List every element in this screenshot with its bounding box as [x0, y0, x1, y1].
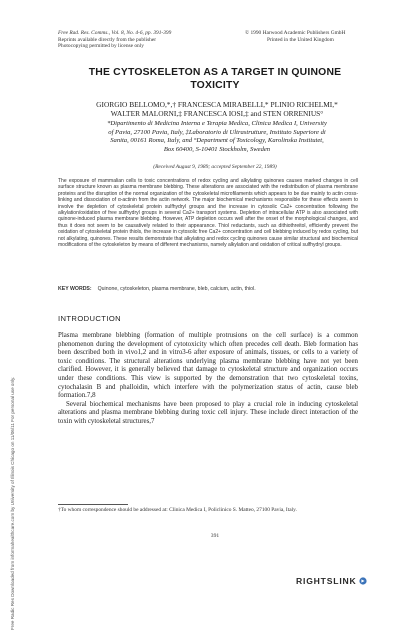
printed-note: Printed in the United Kingdom	[267, 36, 334, 43]
copyright-note: © 1990 Harwood Academic Publishers GmbH	[245, 30, 346, 36]
affiliation-line-3: Sanita, 00161 Roma, Italy, and °Department of Toxicology, Karolinska Institutet,	[110, 137, 324, 145]
rightslink-logo[interactable]	[296, 575, 380, 587]
introduction-paragraph-1: Plasma membrane blebbing (formation of multiple protrusions on the cell surface) is a common phenomenon during the development of cytotoxicity which often precedes cell death. Bleb formation has been described both in vivo1,2 and in vitro3-6 after exposure of animals, tissues, or cells to a variety of toxic conditions. The structural alterations underlying plasma membrane blebbing have not yet been clarified. However, it is generally believed that damage to cytoskeletal structure and organization occurs under these conditions. This view is supported by the demonstration that two cytoskeletal toxins, cytochalasin B and phalloidin, which interfere with the polymerization status of actin, cause bleb formation.7,8	[58, 332, 358, 400]
keywords-list: Quinone, cytoskeleton, plasma membrane, bleb, calcium, actin, thiol.	[97, 286, 256, 292]
journal-citation: Free Rad. Res. Comms., Vol. 8, No. 4-6, pp. 391-399	[58, 30, 172, 36]
download-watermark	[3, 150, 17, 630]
author-line-2: WALTER MALORNI,‡ FRANCESCA IOSI,‡ and STEN ORRENIUS°	[110, 109, 324, 118]
section-heading-introduction: INTRODUCTION	[58, 314, 122, 323]
introduction-body	[58, 332, 358, 427]
rightslink-logo-text: RIGHTSLINK	[296, 576, 357, 586]
rightslink-arrow-icon	[359, 577, 367, 585]
download-watermark-text: Free Radic Res Downloaded from informahealthcare.com by University of Illinois Chicago on 11/06/11 For personal use only.	[10, 376, 15, 630]
affiliation-line-4: Box 60400, S-10401 Stockholm, Sweden	[163, 145, 271, 153]
correspondence-footnote: †To whom correspondence should be addressed at: Clinica Medica I, Policlinico S. Matteo, 27100 Pavia, Italy.	[58, 507, 297, 513]
journal-header-right	[245, 30, 395, 43]
affiliation-line-1: *Dipartimento di Medicina Interna e Terapia Medica, Clinica Medica I, University	[107, 120, 327, 127]
article-title-line-2: TOXICITY	[190, 80, 240, 91]
introduction-paragraph-2: Several biochemical mechanisms have been proposed to play a crucial role in inducing cytoskeletal alterations and plasma membrane blebbing during toxic cell injury. These include direct interaction of the toxin with cytoskeletal structures,7	[58, 400, 358, 425]
affiliation-line-2: of Pavia, 27100 Pavia, Italy, ‡Laboratorio di Ultrastrutture, Instituto Superiore di	[108, 128, 326, 136]
author-line-1: GIORGIO BELLOMO,*,† FRANCESCA MIRABELLI,* PLINIO RICHELMI,*	[96, 100, 338, 109]
affiliations	[56, 120, 378, 154]
received-dates: (Received August 9, 1989; accepted September 22, 1989)	[153, 164, 277, 170]
abstract-text: The exposure of mammalian cells to toxic concentrations of redox cycling and alkylating quinones causes marked changes in cell surface structure known as plasma membrane blebbing. These alterations are associated with the redistribution of plasma membrane proteins and the disruption of the normal organization of the cytoskeletal microfilaments which appears to be due mainly to actin cross-linking and dissociation of α-actinin from the actin network. The major biochemical mechanisms responsible for these effects seem to involve the depletion of cytoskeletal protein sulfhydryl groups and the increase in cytosolic Ca2+ concentration following the alkylation/oxidation of free sulfhydryl groups in several Ca2+ transport systems. Depletion of intracellular ATP is also associated with quinone-induced plasma membrane blebbing. However, ATP depletion occurs well after the onset of the morphological changes, and thus it does not seem to be causatively related to their appearance. Thiol reductants, such as dithiothreitol, efficiently prevent the oxidation of cytoskeletal protein thiols, the increase in cytosolic free Ca2+ concentration and cell blebbing induced by redox cycling, but not alkylating, quinones. These results demonstrate that alkylating and redox cycling quinones cause similar structural and biochemical modifications of the cytoskeleton by means of different mechanisms, namely alkylation and oxidation of critical sulfhydryl groups.	[58, 178, 358, 249]
article-title-line-1: THE CYTOSKELETON AS A TARGET IN QUINONE	[88, 67, 342, 78]
article-title	[50, 66, 380, 92]
page-number: 391	[210, 533, 220, 539]
photocopy-note: Photocopying permitted by license only	[58, 43, 144, 50]
journal-header-left	[58, 30, 228, 50]
footnote-divider	[58, 504, 128, 505]
author-list	[52, 100, 382, 118]
reprints-note: Reprints available directly from the publisher	[58, 36, 157, 43]
keywords	[58, 286, 358, 292]
keywords-label: KEY WORDS:	[58, 286, 92, 292]
